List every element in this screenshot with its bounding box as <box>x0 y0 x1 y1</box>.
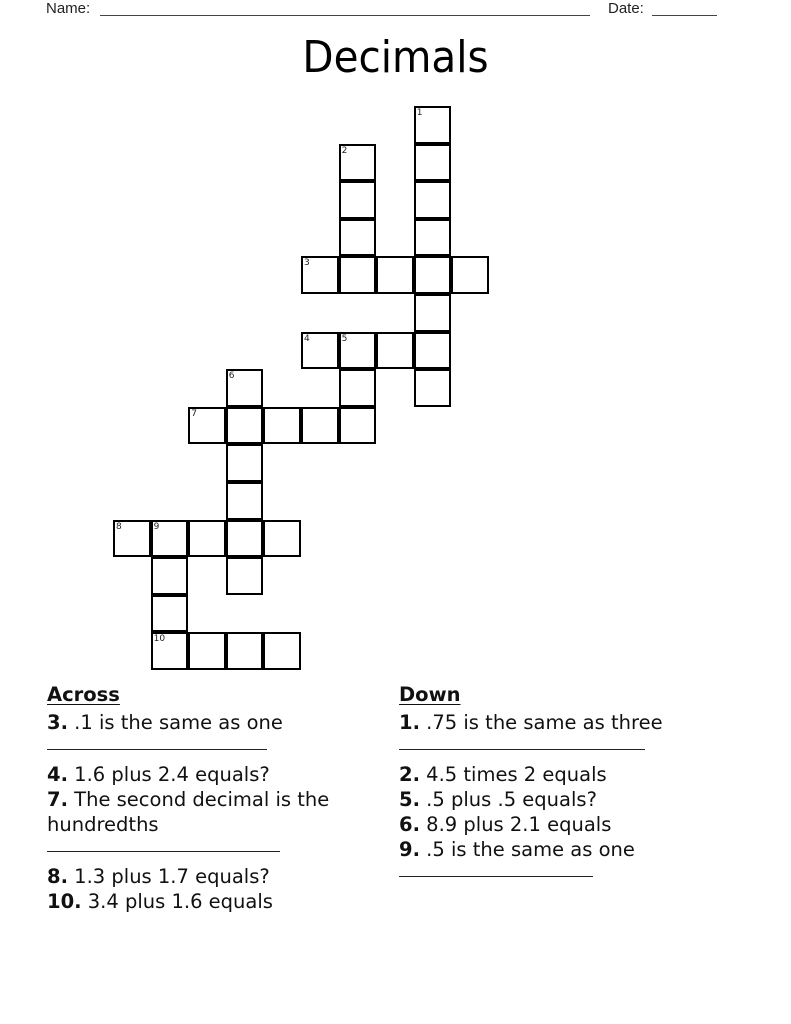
crossword-cell[interactable] <box>339 181 377 219</box>
crossword-cell[interactable] <box>226 632 264 670</box>
crossword-cell[interactable] <box>151 520 189 558</box>
clue-number-label: 10. <box>47 890 82 913</box>
clue-number-label: 6. <box>399 813 420 836</box>
clue-number-label: 1. <box>399 711 420 734</box>
down-clue <box>399 837 739 862</box>
clue-text: .75 is the same as three <box>419 711 663 734</box>
clue-number: 6 <box>228 371 235 382</box>
clue-number-label: 9. <box>399 838 420 861</box>
down-clue <box>399 812 739 837</box>
crossword-cell[interactable] <box>339 256 377 294</box>
answer-blank-line <box>47 837 280 852</box>
clue-number: 7 <box>191 408 197 419</box>
crossword-cell[interactable] <box>226 407 264 445</box>
crossword-cell[interactable] <box>263 520 301 558</box>
clue-text: .5 plus .5 equals? <box>419 788 597 811</box>
crossword-cell[interactable] <box>414 144 452 182</box>
clue-number: 8 <box>116 521 122 532</box>
crossword-cell[interactable] <box>188 632 226 670</box>
clue-number: 3 <box>304 258 310 269</box>
clue-number: 2 <box>341 145 348 156</box>
clue-number: 1 <box>416 108 423 118</box>
clue-text: .1 is the same as one <box>67 711 283 734</box>
clue-text: 4.5 times 2 equals <box>419 763 607 786</box>
crossword-cell[interactable] <box>414 181 452 219</box>
clue-number-label: 2. <box>399 763 420 786</box>
crossword-cell[interactable] <box>226 369 264 407</box>
crossword-cell[interactable] <box>451 256 489 294</box>
across-clue <box>47 889 387 914</box>
down-heading: Down <box>399 683 461 706</box>
across-clue <box>47 710 387 735</box>
crossword-cell[interactable] <box>414 106 452 144</box>
crossword-cell[interactable] <box>339 144 377 182</box>
crossword-cell[interactable] <box>113 520 151 558</box>
clue-number: 5 <box>341 333 348 344</box>
date-label: Date: <box>608 0 644 17</box>
crossword-cell[interactable] <box>301 256 339 294</box>
across-clue <box>47 864 387 889</box>
clue-number-label: 8. <box>47 865 68 888</box>
crossword-cell[interactable] <box>188 520 226 558</box>
crossword-cell[interactable] <box>414 294 452 332</box>
clue-number-label: 3. <box>47 711 68 734</box>
down-clue <box>399 710 739 735</box>
crossword-cell[interactable] <box>226 520 264 558</box>
crossword-cell[interactable] <box>301 407 339 445</box>
crossword-cell[interactable] <box>414 369 452 407</box>
across-clue <box>47 762 387 787</box>
crossword-cell[interactable] <box>263 632 301 670</box>
crossword-cell[interactable] <box>151 632 189 670</box>
clue-number: 9 <box>153 521 160 532</box>
crossword-cell[interactable] <box>414 332 452 370</box>
crossword-cell[interactable] <box>414 256 452 294</box>
crossword-cell[interactable] <box>414 219 452 257</box>
crossword-cell[interactable] <box>339 332 377 370</box>
name-label: Name: <box>46 0 91 17</box>
answer-blank-line <box>399 862 593 877</box>
clue-number-label: 7. <box>47 788 68 811</box>
answer-blank-line <box>399 735 645 750</box>
crossword-cell[interactable] <box>376 256 414 294</box>
down-clue <box>399 787 739 812</box>
clue-text: 1.3 plus 1.7 equals? <box>67 865 270 888</box>
across-clue <box>47 787 387 837</box>
crossword-cell[interactable] <box>263 407 301 445</box>
clue-number-label: 4. <box>47 763 68 786</box>
down-clues <box>399 682 739 889</box>
crossword-cell[interactable] <box>226 557 264 595</box>
down-clue <box>399 762 739 787</box>
clue-text: 1.6 plus 2.4 equals? <box>67 763 270 786</box>
clue-number: 4 <box>304 333 310 344</box>
across-clues <box>47 682 387 914</box>
crossword-cell[interactable] <box>339 219 377 257</box>
clue-text: .5 is the same as one <box>419 838 635 861</box>
crossword-cell[interactable] <box>339 407 377 445</box>
answer-blank-line <box>47 735 267 750</box>
crossword-cell[interactable] <box>376 332 414 370</box>
crossword-cell[interactable] <box>339 369 377 407</box>
crossword-cell[interactable] <box>226 444 264 482</box>
crossword-cell[interactable] <box>151 557 189 595</box>
across-heading: Across <box>47 683 120 706</box>
clue-number: 10 <box>153 634 166 645</box>
crossword-cell[interactable] <box>188 407 226 445</box>
crossword-cell[interactable] <box>151 595 189 633</box>
crossword-cell[interactable] <box>226 482 264 520</box>
clue-number-label: 5. <box>399 788 420 811</box>
page-title: Decimals <box>302 32 489 83</box>
clue-text: The second decimal is the hundredths <box>47 788 330 836</box>
clue-text: 3.4 plus 1.6 equals <box>81 890 273 913</box>
crossword-cell[interactable] <box>301 332 339 370</box>
clue-text: 8.9 plus 2.1 equals <box>419 813 612 836</box>
